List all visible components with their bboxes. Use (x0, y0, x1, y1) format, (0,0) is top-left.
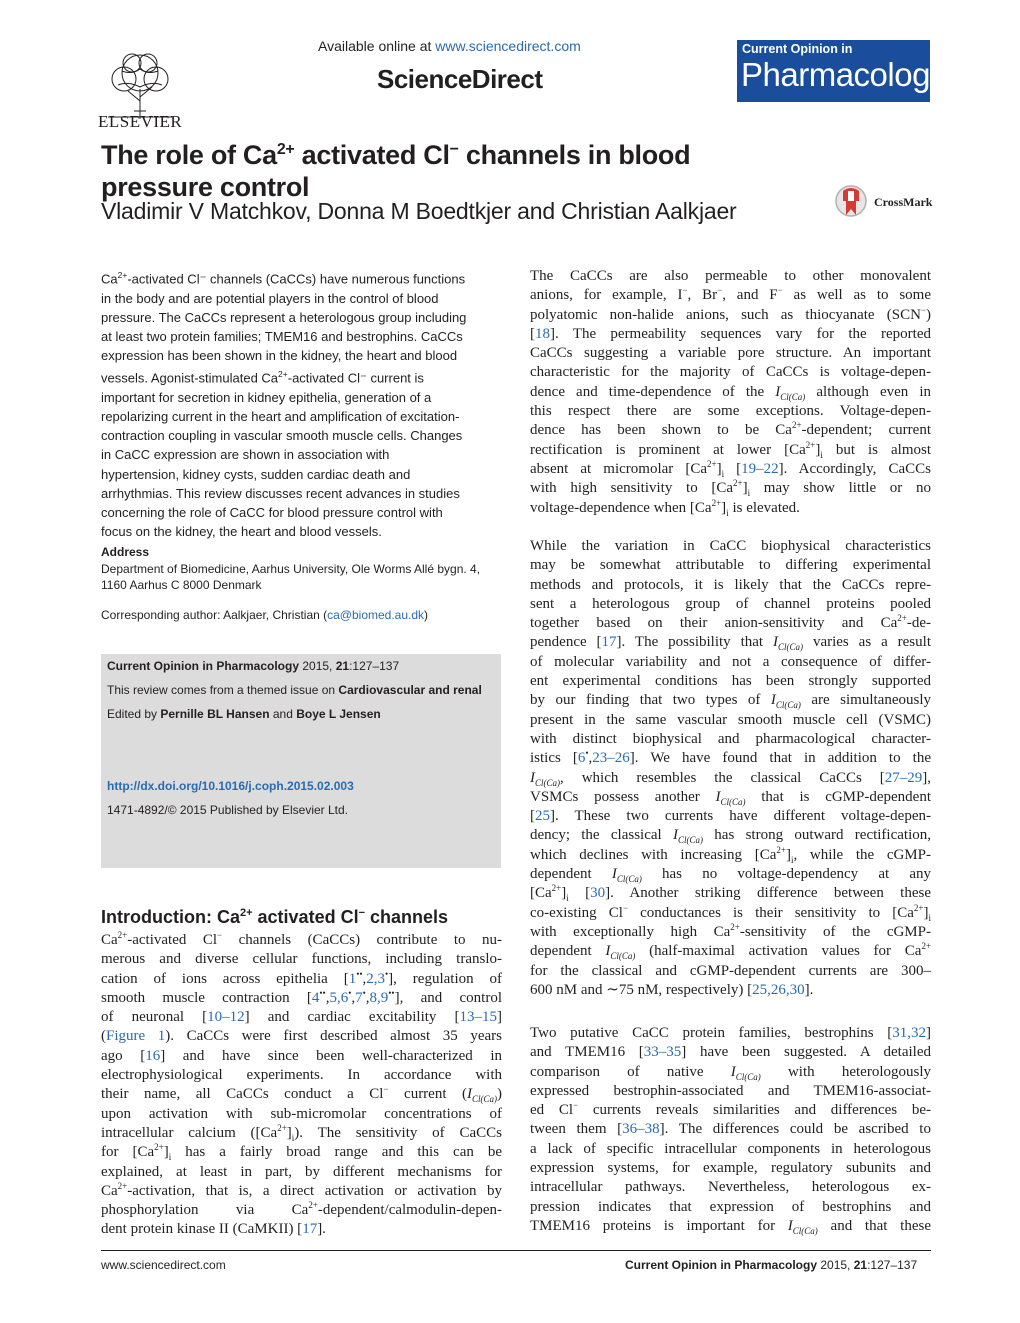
citation-link[interactable]: 17 (601, 634, 617, 651)
corresponding-author: Corresponding author: Aalkjaer, Christian (ca@biomed.au.dk) (101, 608, 429, 622)
citation-link[interactable]: 5,6 (329, 989, 349, 1006)
citation-link[interactable]: 30 (590, 885, 606, 902)
abstract (101, 266, 491, 542)
crossmark-badge[interactable] (834, 183, 934, 223)
citation-link[interactable]: 18 (535, 325, 550, 342)
citation-link[interactable]: 17 (302, 1221, 318, 1238)
citation-link[interactable]: 16 (145, 1047, 161, 1064)
citation-link[interactable]: 7 (355, 989, 363, 1006)
citation-link[interactable]: 4 (311, 989, 320, 1006)
body-paragraph-variation: While the variation in CaCC biophysical characteristics may be somewhat attributable to differing experimental methods and protocols, it is likely that the CaCCs repre- sent a heterologous group of channel proteins pooled together based on their anion-sensitivity and $Ca^{2+}-de-$ pendence [17]. The possibility that $I_{Cl(Ca)}$ varies as a result of molecular variability and not a consequence of differ- ent experimental conditions has been strongly supported by our finding that two types of $I_{Cl(Ca)}$ are simultaneously present in the same vascular smooth muscle cell (VSMC) with distinct biophysical and pharmacological character- istics [6•,23–26]. We have found that in addition to the $I_{Cl(Ca)}$, which resembles the classical CaCCs [27–29], VSMCs possess another $I_{Cl(Ca)}$ that is cGMP-dependent [25]. These two currents have different voltage-depen- dency; the classical $I_{Cl(Ca)}$ has strong outward rectification, which declines with increasing $[Ca^{2+}]_i$, while the cGMP- dependent $I_{Cl(Ca)}$ has no voltage-dependency at any $[Ca^{2+}]_i$ [30]. Another striking difference between these co-existing Cl− conductances is their sensitivity to $[Ca^{2+}]_i$ with exceptionally high $Ca^{2+}$-sensitivity of the cGMP- dependent $I_{Cl(Ca)}$ (half-maximal activation values for $Ca^{2+}$ for the classical and cGMP-dependent currents are 300– 600 nM and ∼75 nM, respectively) [25,26,30]. (530, 538, 932, 998)
crossmark-label: CrossMark (874, 195, 933, 209)
address-text: Department of Biomedicine, Aarhus University, Ole Worms Allé bygn. 4, 1160 Aarhus C 8000 Denmark (101, 562, 481, 592)
issn-line: 1471-4892/© 2015 Published by Elsevier Ltd. (107, 803, 349, 817)
citation-link[interactable]: 36–38 (622, 1121, 660, 1138)
footer-divider (101, 1250, 931, 1251)
journal-banner-line1: Current Opinion in (742, 42, 853, 56)
abstract-line: at least two protein families; TMEM16 and bestrophins. CaCCs (101, 328, 463, 344)
body-paragraph-families: Two putative CaCC protein families, bestrophins [31,32] and TMEM16 [33–35] have been suggested. A detailed comparison of native $I_{Cl(Ca)}$ with heterologously expressed bestrophin-associated and TMEM16-associat- ed Cl− currents reveals similarities and differences be- tween them [36–38]. The differences could be ascribed to a lack of specific intracellular components in heterologous expression systems, for example, regulatory subunits and intracellular pathways. Nevertheless, heterologous ex- pression indicates that expression of bestrophins and TMEM16 proteins is important for $I_{Cl(Ca)}$ and that these (530, 1025, 931, 1236)
intro-paragraph: $Ca^{2+}$-activated Cl− channels (CaCCs) contribute to nu- merous and diverse cellular functions, including translo- cation of ions across epithelia [1••,2,3•], regulation of smooth muscle contraction [4••,5,6•,7•,8,9••], and control of neuronal [10–12] and cardiac excitability [13–15] (Figure 1). CaCCs were first described almost 35 years ago [16] and have since been well-characterized in electrophysiological experiments. In accordance with their name, all CaCCs conduct a Cl− current $(I_{Cl(Ca)})$ upon activation with sub-micromolar concentrations of intracellular calcium $([Ca^{2+}]_i)$. The sensitivity of CaCCs for $[Ca^{2+}]_i$ has a fairly broad range and this can be explained, at least in part, by different mechanisms for $Ca^{2+}$-activation, that is, a direct activation or activation by phosphorylation via $Ca^{2+}-dependent/calmodulin-depen-$ dent protein kinase II (CaMKII) [17]. (101, 930, 503, 1238)
available-online: Available online at www.sciencedirect.com (318, 38, 581, 54)
abstract-line: vessels. Agonist-stimulated $Ca^{2+}$-activated Cl⁻ current is (101, 369, 424, 386)
doi-link[interactable]: http://dx.doi.org/10.1016/j.coph.2015.02.003 (107, 779, 354, 793)
citation-line: Current Opinion in Pharmacology 2015, 21:127–137 (107, 659, 400, 673)
citation-link[interactable]: 1 (348, 970, 357, 987)
citation-link[interactable]: 25,26,30 (752, 981, 805, 998)
sciencedirect-link[interactable]: www.sciencedirect.com (435, 38, 581, 54)
sciencedirect-title: ScienceDirect (377, 64, 543, 94)
abstract-line: in the body and are potential players in the control of blood (101, 290, 439, 306)
abstract-line: $Ca^{2+}$-activated Cl⁻ channels (CaCCs) have numerous functions (101, 270, 466, 287)
email-link[interactable]: ca@biomed.au.dk (327, 608, 425, 622)
editors-line: Edited by Pernille BL Hansen and Boye L Jensen (107, 707, 381, 721)
abstract-line: focus on the kidney, the heart and blood vessels. (101, 524, 382, 540)
footer-citation: Current Opinion in Pharmacology 2015, 21:127–137 (625, 1258, 918, 1272)
journal-banner[interactable] (737, 40, 946, 102)
article-info-box (101, 654, 501, 868)
citation-link[interactable]: 2,3 (366, 970, 386, 987)
author-list: Vladimir V Matchkov, Donna M Boedtkjer and Christian Aalkjaer (101, 198, 737, 224)
citation-link[interactable]: 33–35 (643, 1044, 682, 1061)
citation-link[interactable]: 8,9 (369, 989, 389, 1006)
abstract-line: pressure. The CaCCs represent a heterologous group including (101, 309, 467, 325)
figure-link[interactable]: Figure 1 (106, 1028, 166, 1045)
section-heading-introduction: Introduction: $Ca^{2+}$ activated Cl− channels (101, 907, 449, 927)
citation-link[interactable]: 23–26 (592, 750, 630, 767)
body-paragraph-permeability: The CaCCs are also permeable to other monovalent anions, for example, I−, Br−, and F− as well as to some polyatomic non-halide anions, such as thiocyanate (SCN−) [18]. The permeability sequences vary for the reported CaCCs suggesting a variable pore structure. An important characteristic for the majority of CaCCs is voltage-depen- dence and time-dependence of the $I_{Cl(Ca)}$ although even in this respect there are some exceptions. Voltage-depen- dence has been shown to be $Ca^{2+}$-dependent; current rectification is prominent at lower $[Ca^{2+}]_i$ but is almost absent at micromolar $[Ca^{2+}]_i$ [19–22]. Accordingly, CaCCs with high sensitivity to $[Ca^{2+}]_i$ may show little or no voltage-dependence when $[Ca^{2+}]_i$ is elevated. (530, 268, 932, 518)
crossmark-icon (834, 183, 868, 223)
abstract-line: contraction coupling in vascular smooth muscle cells. Changes (101, 428, 463, 444)
abstract-line: hypertension, kidney cysts, sudden cardiac death and (101, 466, 411, 482)
footer-website[interactable]: www.sciencedirect.com (101, 1258, 226, 1272)
abstract-line: in CaCC expression are shown in association with (101, 447, 390, 463)
citation-link[interactable]: 6 (577, 750, 586, 767)
citation-link[interactable]: 19–22 (741, 460, 779, 477)
citation-link[interactable]: 13–15 (459, 1009, 497, 1026)
article-title: The role of $Ca^{2+}$ activated Cl− channels in blood pressure control (101, 140, 691, 202)
abstract-line: important for secretion in kidney epithelia, generation of a (101, 389, 432, 405)
abstract-line: repolarizing current in the heart and amplification of excitation- (101, 409, 460, 425)
themed-issue-line: This review comes from a themed issue on Cardiovascular and renal (107, 683, 482, 697)
abstract-line: concerning the role of CaCC for blood pressure control with (101, 505, 443, 521)
journal-banner-line2: Pharmacology (741, 56, 946, 93)
citation-link[interactable]: 31,32 (892, 1025, 926, 1041)
citation-link[interactable]: 10–12 (207, 1009, 245, 1026)
abstract-line: expression has been shown in the kidney, the heart and blood (101, 348, 458, 364)
abstract-line: arrhythmias. This review discusses recent advances in studies (101, 485, 460, 501)
citation-link[interactable]: 27–29 (884, 769, 923, 786)
address-heading: Address (101, 545, 150, 559)
citation-link[interactable]: 25 (535, 808, 550, 825)
elsevier-wordmark: ELSEVIER (98, 112, 183, 131)
